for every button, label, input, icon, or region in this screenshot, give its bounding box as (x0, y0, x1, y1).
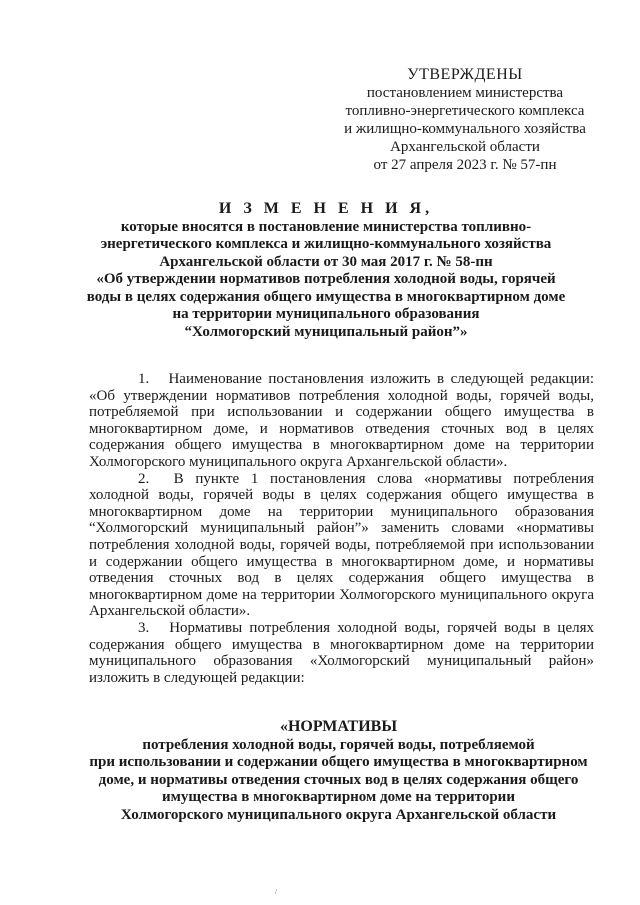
changes-line: Архангельской области от 30 мая 2017 г. № 58-пн (159, 253, 493, 270)
norms-line: потребления холодной воды, горячей воды, потребляемой (142, 736, 535, 753)
approval-line: и жилищно-коммунального хозяйства (344, 121, 586, 137)
item-text: В пункте 1 постановления слова «нормативы потребления холодной воды, горячей воды в целях содержания общего имущества в многоквартирном доме на территории муниципального образования “Холмогорский муниципальный район”» заменить словами «нормативы потребления холодной воды, горячей воды, потребляемой при использовании и содержании общего имущества в многоквартирном доме, и нормативы отведения сточных вод в целях содержания общего имущества в многоквартирном доме на территории Холмогорского муниципального округа Архангельской области». (89, 470, 594, 620)
item-number: 2. (138, 470, 150, 487)
amendment-item (89, 371, 594, 471)
amendment-item (89, 471, 594, 620)
page-mark: / (275, 888, 277, 896)
item-number: 3. (138, 619, 150, 636)
approval-line: постановлением министерства (366, 85, 564, 101)
approval-line: топливно-энергетического комплекса (345, 103, 585, 119)
changes-line: энергетического комплекса и жилищно-коммунального хозяйства (100, 236, 552, 252)
norms-line: при использовании и содержании общего имущества в многоквартирном (89, 754, 588, 770)
amendment-items (89, 371, 594, 686)
changes-heading: И З М Е Н Е Н И Я, (218, 200, 434, 217)
item-text: Наименование постановления изложить в следующей редакции: «Об утверждении нормативов потребления холодной воды, горячей воды, потребляемой при использовании и содержании общего имущества в многоквартирном доме, и нормативов отведения сточных вод в целях содержания общего имущества в многоквартирном доме на территории Холмогорского муниципального округа Архангельской области». (89, 371, 595, 470)
norms-title: «НОРМАТИВЫ (279, 718, 398, 735)
approval-line: от 27 апреля 2023 г. № 57-пн (373, 157, 557, 173)
norms-heading-block (86, 718, 591, 824)
norms-line: доме, и нормативы отведения сточных вод в целях содержания общего (98, 771, 579, 788)
changes-line: которые вносятся в постановление министерства топливно- (120, 218, 532, 235)
approval-title: УТВЕРЖДЕНЫ (407, 66, 523, 83)
approval-line: Архангельской области (390, 139, 540, 155)
changes-heading-block (86, 200, 566, 341)
item-text: Нормативы потребления холодной воды, горячей воды в целях содержания общего имущества в многоквартирном доме на территории муниципального образования «Холмогорский муниципальный район» изложить в следующей редакции: (89, 619, 594, 686)
norms-line: имущества в многоквартирном доме на территории (162, 789, 515, 805)
approval-block (330, 66, 600, 174)
changes-line: “Холмогорский муниципальный район”» (184, 323, 468, 340)
item-number: 1. (138, 371, 150, 387)
changes-line: воды в целях содержания общего имущества в многоквартирном доме (86, 288, 566, 305)
amendment-item (89, 620, 594, 686)
changes-line: «Об утверждении нормативов потребления холодной воды, горячей (96, 271, 556, 287)
changes-line: на территории муниципального образования (172, 306, 480, 322)
norms-line: Холмогорского муниципального округа Архангельской области (120, 806, 557, 823)
